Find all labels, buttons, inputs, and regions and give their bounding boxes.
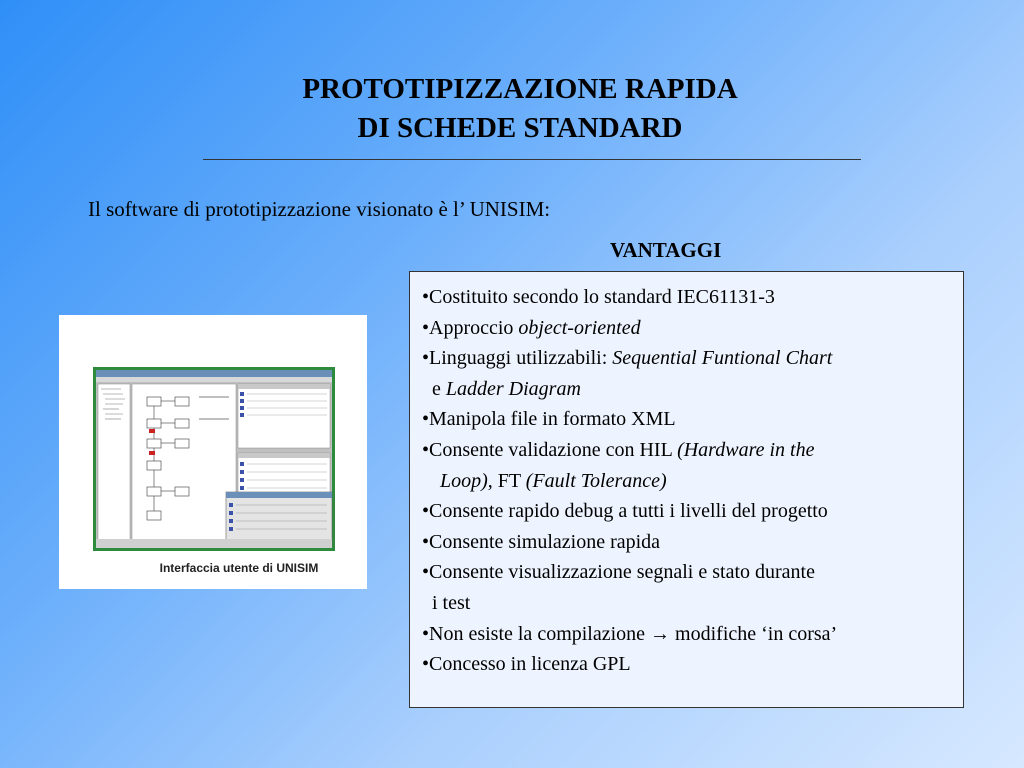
list-item: •Non esiste la compilazione → modifiche ‘in corsa’ — [422, 622, 838, 645]
list-item: •Approccio object-oriented — [422, 316, 641, 339]
title-divider — [203, 159, 861, 160]
list-item: •Linguaggi utilizzabili: Sequential Funtional Chart — [422, 347, 833, 370]
list-item: •Consente simulazione rapida — [422, 530, 661, 553]
advantages-heading: VANTAGGI — [610, 238, 722, 262]
list-item: •Consente validazione con HIL (Hardware in the — [422, 438, 815, 461]
list-item-continuation: e Ladder Diagram — [432, 377, 581, 400]
intro-text: Il software di prototipizzazione visionato è l’ UNISIM: — [88, 197, 551, 221]
list-item: •Concesso in licenza GPL — [422, 653, 631, 676]
title-line-2: DI SCHEDE STANDARD — [357, 112, 683, 144]
right-arrow-icon: → — [650, 622, 671, 645]
title-line-1: PROTOTIPIZZAZIONE RAPIDA — [302, 73, 738, 105]
list-item: •Consente visualizzazione segnali e stato durante — [422, 561, 815, 584]
list-item: •Manipola file in formato XML — [422, 408, 676, 431]
unisim-interface-image — [59, 315, 367, 589]
advantages-list — [422, 282, 837, 680]
unisim-screenshot-figure — [59, 315, 367, 589]
list-item: •Consente rapido debug a tutti i livelli del progetto — [422, 500, 828, 523]
list-item-continuation: i test — [432, 591, 471, 614]
slide-title — [150, 70, 890, 148]
figure-caption: Interfaccia utente di UNISIM — [159, 561, 319, 575]
advantages-box — [409, 271, 964, 708]
list-item: •Costituito secondo lo standard IEC61131-3 — [422, 286, 775, 308]
list-item-continuation: Loop), FT (Fault Tolerance) — [440, 469, 667, 492]
